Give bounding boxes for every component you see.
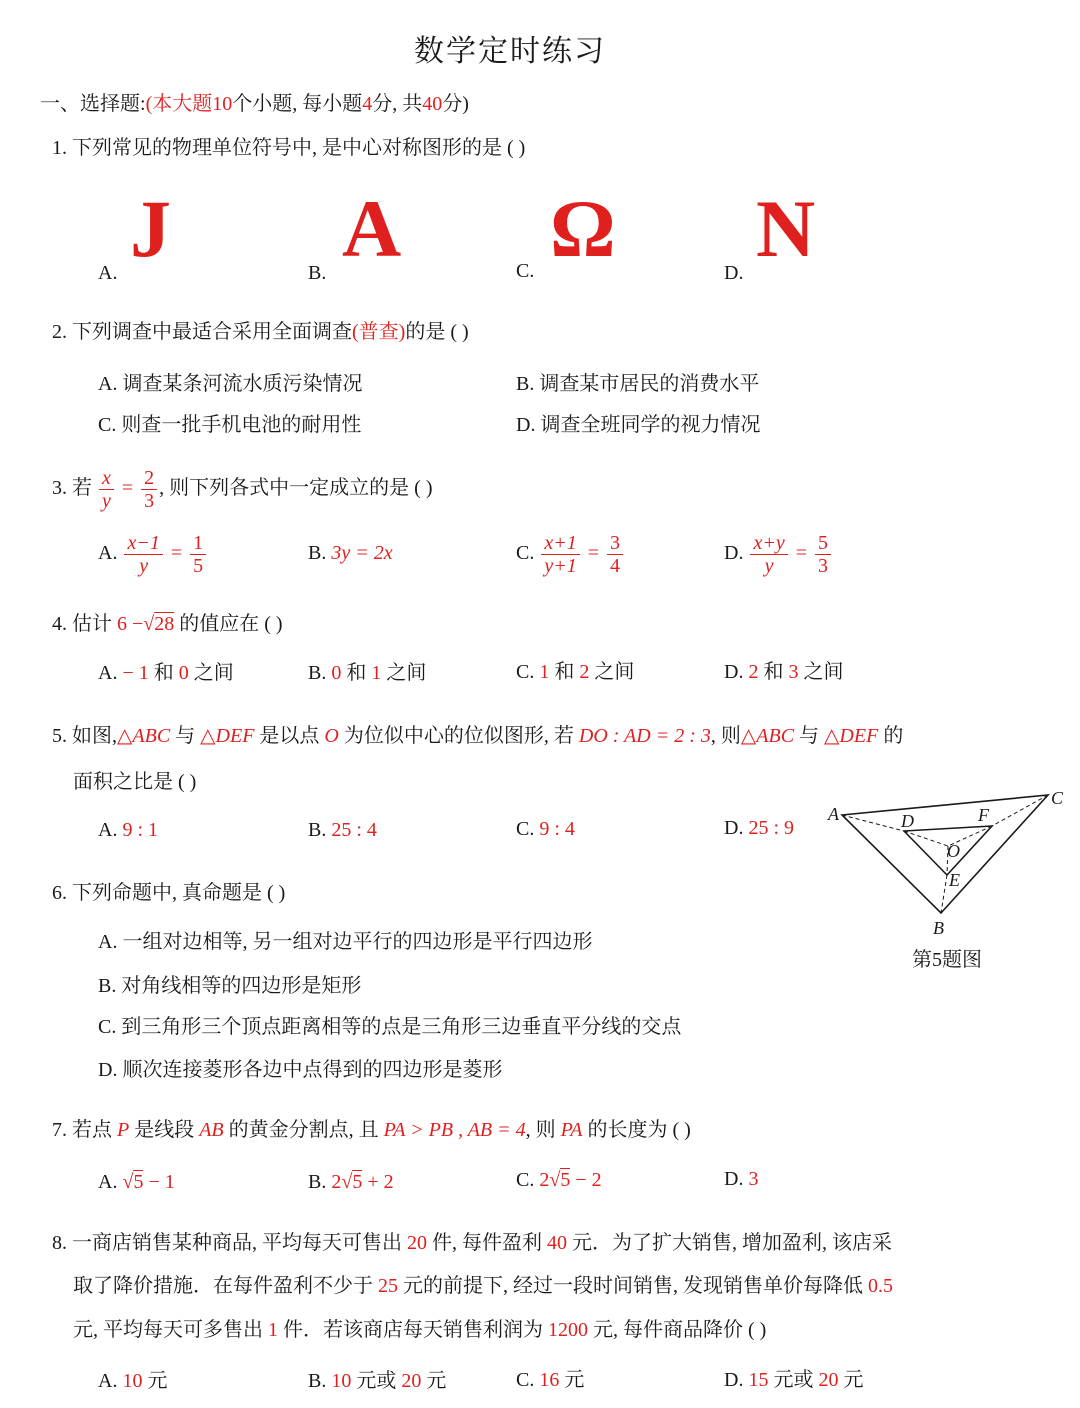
page-title: 数学定时练习: [414, 35, 606, 68]
q5-option-a: A. 9 : 1: [98, 819, 159, 841]
q5-figure-caption: 第5题图: [912, 949, 982, 971]
q5-figure: [820, 780, 1080, 950]
q1-option-a-label: A.: [98, 262, 118, 284]
q3-given-left-fraction: $\frac{x}{y}$: [99, 467, 114, 512]
q8-option-d: D. 15 元或 20 元: [724, 1369, 864, 1391]
q7-option-b: B. 2√5 + 2: [308, 1171, 394, 1193]
question-2-stem: 2. 下列调查中最适合采用全面调查(普查)的是 ( ): [52, 321, 469, 343]
q5-option-d: D. 25 : 9: [724, 817, 795, 839]
q7-option-a: A. √5 − 1: [98, 1171, 175, 1193]
question-8-line3: 元, 平均每天可多售出 1 件．若该商店每天销售利润为 1200 元, 每件商品降价 ( ): [73, 1319, 767, 1341]
question-1-stem: 1. 下列常见的物理单位符号中, 是中心对称图形的是 ( ): [52, 137, 526, 159]
question-8-line2: 取了降价措施．在每件盈利不少于 25 元的前提下, 经过一段时间销售, 发现销售单价每降低 0.5: [73, 1275, 893, 1297]
q8-option-b: B. 10 元或 20 元: [308, 1370, 447, 1392]
q5-option-c: C. 9 : 4: [516, 818, 575, 840]
label-b: B: [933, 918, 944, 938]
q4-option-b: B. 0 和 1 之间: [308, 662, 427, 684]
section-label: 一、选择题:: [40, 93, 146, 115]
q3-option-c: C. $\frac{x+1}{y+1}$ = $\frac{3}{4}$: [516, 531, 625, 577]
q7-option-d: D. 3: [724, 1168, 759, 1190]
label-d: D: [901, 811, 914, 831]
label-a: A: [828, 804, 839, 824]
q8-option-a: A. 10 元: [98, 1370, 168, 1392]
question-5-stem-line2: 面积之比是 ( ): [73, 771, 197, 793]
question-5-stem: 5. 如图,△ABC 与 △DEF 是以点 O 为位似中心的位似图形, 若 DO : AD = 2 : 3, 则△ABC 与 △DEF 的: [52, 725, 904, 747]
q3-option-b: B. 3y = 2x: [308, 542, 393, 564]
label-e: E: [949, 870, 960, 890]
q6-option-c: C. 到三角形三个顶点距离相等的点是三角形三边垂直平分线的交点: [98, 1016, 682, 1038]
q8-option-c: C. 16 元: [516, 1369, 585, 1391]
q6-option-b: B. 对角线相等的四边形是矩形: [98, 975, 362, 997]
q1-option-c-label: C.: [516, 260, 535, 282]
question-7-stem: 7. 若点 P 是线段 AB 的黄金分割点, 且 PA > PB , AB = 4, 则 PA 的长度为 ( ): [52, 1119, 691, 1141]
q2-option-b: B. 调查某市居民的消费水平: [516, 373, 760, 395]
section-header: 一、选择题:(本大题10个小题, 每小题4分, 共40分): [40, 93, 469, 115]
question-3-stem: 3. 若 $\frac{x}{y}$ = $\frac{2}{3}$ , 则下列各式中一定成立的是 ( ): [52, 466, 433, 512]
label-o: O: [947, 841, 960, 861]
label-f: F: [978, 805, 989, 825]
q5-option-b: B. 25 : 4: [308, 819, 377, 841]
q1-symbol-a: A: [342, 183, 402, 274]
q7-option-c: C. 2√5 − 2: [516, 1169, 602, 1191]
q6-option-a: A. 一组对边相等, 另一组对边平行的四边形是平行四边形: [98, 931, 593, 953]
q2-option-d: D. 调查全班同学的视力情况: [516, 414, 761, 436]
q1-symbol-n: N: [756, 183, 816, 274]
q1-symbol-omega: Ω: [550, 183, 616, 274]
question-4-stem: 4. 估计 6 −√28 的值应在 ( ): [52, 613, 283, 635]
q1-option-d-label: D.: [724, 262, 744, 284]
triangle-abc: [842, 795, 1048, 913]
question-8-line1: 8. 一商店销售某种商品, 平均每天可售出 20 件, 每件盈利 40 元．为了扩大销售, 增加盈利, 该店采: [52, 1232, 892, 1254]
q1-symbol-j: J: [130, 183, 171, 274]
q3-option-a: A. $\frac{x-1}{y}$ = $\frac{1}{5}$: [98, 531, 208, 577]
q2-option-c: C. 则查一批手机电池的耐用性: [98, 414, 362, 436]
question-6-stem: 6. 下列命题中, 真命题是 ( ): [52, 882, 286, 904]
q4-option-c: C. 1 和 2 之间: [516, 661, 635, 683]
label-c: C: [1051, 788, 1064, 808]
q2-option-a: A. 调查某条河流水质污染情况: [98, 373, 363, 395]
q4-option-a: A. − 1 和 0 之间: [98, 662, 234, 684]
q1-option-b-label: B.: [308, 262, 327, 284]
q6-option-d: D. 顺次连接菱形各边中点得到的四边形是菱形: [98, 1059, 503, 1081]
q3-given-right-fraction: $\frac{2}{3}$: [141, 467, 157, 512]
q4-option-d: D. 2 和 3 之间: [724, 661, 844, 683]
q3-option-d: D. $\frac{x+y}{y}$ = $\frac{5}{3}$: [724, 531, 833, 577]
